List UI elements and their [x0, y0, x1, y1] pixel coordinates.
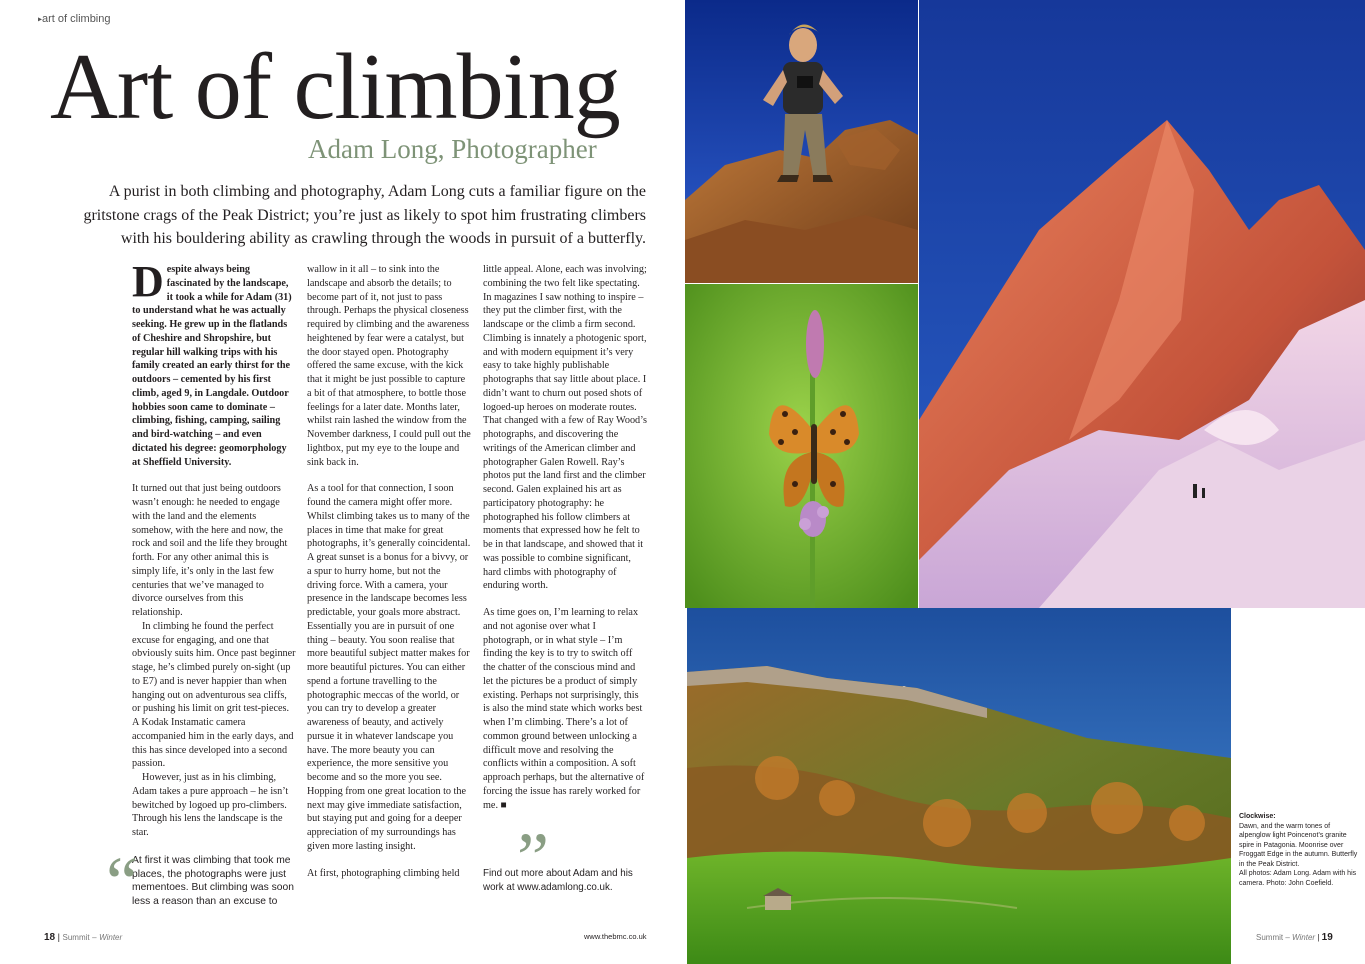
paragraph: However, just as in his climbing, Adam takes a pure approach – he isn’t bewitched by logoed up pro-climbers. Through his lens the landscape is the star. — [132, 772, 289, 838]
photo-caption — [1239, 812, 1363, 888]
paragraph: wallow in it all – to sink into the landscape and absorb the details; to become part of it, not just to pass through. Perhaps the physical closeness required by climbing and the awareness heightened by fear were a catalyst, but the door stayed open. Photography offered the same excuse, with the kick that it might be just possible to capture a bit of that atmosphere, to bottle those feelings for a later date. Months later, whilst rain lashed the window from the November darkness, I could pull out the lightbox, put my eye to the loupe and sink back in. — [307, 264, 471, 468]
page-title: Art of climbing — [50, 35, 620, 139]
website-url: www.thebmc.co.uk — [584, 932, 647, 941]
end-mark: ■ — [500, 799, 507, 811]
triangle-icon: ▸ — [38, 14, 43, 24]
close-quote-mark: ” — [517, 818, 549, 898]
pull-quote-text: At first it was climbing that took me places, the photographs were just mementoes. But climbing was soon less a reason than an excuse to — [132, 854, 294, 907]
paragraph: little appeal. Alone, each was involving; combining the two felt like spectating. In magazines I saw nothing to inspire – they put the climber first, with the landscape or the climb a firm second. Climbing is innately a photogenic sport, and with modern equipment it’s very easy to take highly publishable photographs that say little about place. I didn’t want to churn out posed shots of logoed-up heroes on moderate routes. That changed with a few of Ray Wood’s photographs, and discovering the writings of the American climber and photographer Galen Rowell. Ray’s photos put the land first and the climber second. Galen explained his art as participatory photography: he photographed his follow climbers at moments that expressed how he felt to be in that landscape, and showed that it was possible to combine significant, hard climbs with photography of enduring worth. — [483, 264, 647, 592]
section-tag: ▸art of climbing — [38, 13, 111, 25]
page-number: 18 — [44, 932, 56, 943]
paragraph: As time goes on, I’m learning to relax and not agonise over what I photograph, or in what style – I’m finding the key is to try to switch off the chatter of the conscious mind and let the pictures be a product of simply existing. Perhaps not surprisingly, this is also the mind state which works best when I’m climbing. There’s a lot of common ground between unlocking a difficult move and resolving the conflicts within a composition. A soft approach perhaps, but the alternative of forcing the issue has rarely worked for me. ■ — [483, 607, 645, 811]
drop-cap: D — [132, 257, 164, 306]
paragraph: It turned out that just being outdoors wasn’t enough: he needed to engage with the land and the elements somehow, with the here and now, the rock and soil and the life they brought forth. For any other animal this is simply life, it’s only in the last few centuries that we’ve managed to divorce ourselves from this relationship. — [132, 483, 288, 618]
folio-right: Summit – Winter | 19 — [1256, 932, 1333, 943]
text-column-3 — [483, 263, 647, 812]
paragraph: At first, photographing climbing held — [307, 867, 460, 879]
photo-adam-with-camera — [685, 0, 918, 283]
photo-butterfly — [685, 284, 918, 608]
caption-body: Dawn, and the warm tones of alpenglow light Poincenot’s granite spire in Patagonia. Moonrise over Froggatt Edge in the autumn. Butterfly in the Peak District. — [1239, 822, 1358, 868]
page-number: 19 — [1321, 932, 1333, 943]
caption-credits: All photos: Adam Long. Adam with his camera. Photo: John Coefield. — [1239, 870, 1357, 887]
open-quote-mark: “ — [106, 842, 138, 922]
standfirst: A purist in both climbing and photography, Adam Long cuts a familiar figure on the gritstone crags of the Peak District; you’re just as likely to spot him frustrating climbers with his bouldering ability as crawling through the woods in pursuit of a butterfly. — [83, 183, 646, 247]
photo-froggatt-edge — [687, 608, 1231, 964]
photo-mountain-alpenglow — [919, 0, 1365, 608]
text-column-1 — [132, 257, 296, 909]
page-subtitle: Adam Long, Photographer — [308, 134, 597, 164]
text-column-2 — [307, 263, 471, 880]
paragraph: As a tool for that connection, I soon found the camera might offer more. Whilst climbing takes us to many of the places in time that make for great photographs, it’s generally coincidental. A great sunset is a bonus for a bivvy, or a spur to hurry home, but not the driving force. With a camera, your presence in the landscape becomes less predictable, your goals more abstract. Essentially you are in pursuit of one thing – beauty. You soon realise that more beautiful subject matter makes for more beautiful pictures. You can either spend a fortune travelling to the photographic meccas of the world, or you can try to develop a greater awareness of beauty, and actively pursue it in whatever landscape you have. The more beauty you can experience, the more sensitive you become and so the more you see. Hopping from one great location to the next may give immediate satisfaction, but staying put and going for a deeper appreciation of my surroundings has given more lasting insight. — [307, 483, 471, 852]
folio-left: 18 | Summit – Winter — [44, 932, 123, 943]
lead-paragraph: Despite always being fascinated by the landscape, it took a while for Adam (31) to understand what he was actually seeking. He grew up in the flatlands of Cheshire and Shropshire, but regular hill walking trips with his family created an early thirst for the outdoors – cemented by his first climb, aged 9, in Langdale. Outdoor hobbies soon came to dominate – climbing, fishing, camping, sailing and bird-watching – and even dictated his degree: geomorphology at Sheffield University. — [132, 257, 292, 468]
paragraph: In climbing he found the perfect excuse for engaging, and one that obviously suits him. Once past beginner stage, he’s climbed purely on-sight (up to E7) and is never happier than when hanging out on adventurous sea cliffs, or pushing his limit on grit test-pieces. A Kodak Instamatic camera accompanied him in the early days, and this has since developed into a second passion. — [132, 620, 296, 770]
find-out-more: Find out more about Adam and his work at www.adamlong.co.uk. — [483, 868, 633, 893]
caption-heading: Clockwise: — [1239, 813, 1276, 820]
